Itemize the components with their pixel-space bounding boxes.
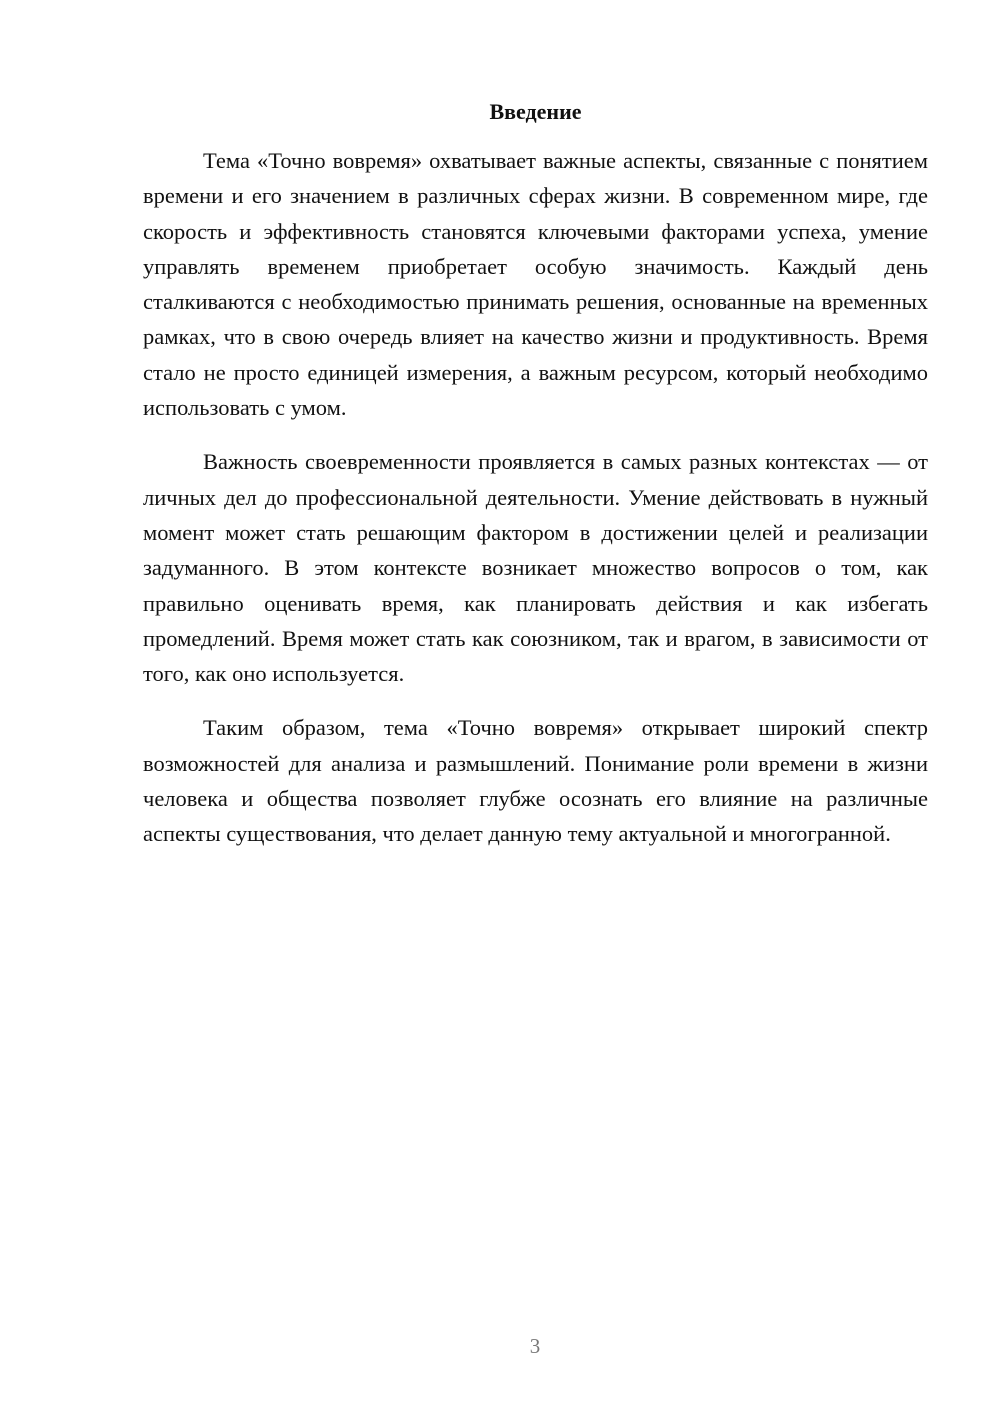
body-text xyxy=(143,143,928,871)
paragraph-3: Таким образом, тема «Точно вовремя» открывает широкий спектр возможностей для анализа и размышлений. Понимание роли времени в жизни человека и общества позволяет глубже осознать его влияние на различные аспекты существования, что делает данную тему актуальной и многогранной. xyxy=(143,715,928,847)
paragraph-1: Тема «Точно вовремя» охватывает важные аспекты, связанные с понятием времени и его значением в различных сферах жизни. В современном мире, где скорость и эффективность становятся ключевыми факторами успеха, умение управлять временем приобретает особую значимость. Каждый день сталкиваются с необходимостью принимать решения, основанные на временных рамках, что в свою очередь влияет на качество жизни и продуктивность. Время стало не просто единицей измерения, а важным ресурсом, который необходимо использовать с умом. xyxy=(143,148,928,421)
paragraph-2: Важность своевременности проявляется в самых разных контекстах — от личных дел до профессиональной деятельности. Умение действовать в нужный момент может стать решающим фактором в достижении целей и реализации задуманного. В этом контексте возникает множество вопросов о том, как правильно оценивать время, как планировать действия и как избегать промедлений. Время может стать как союзником, так и врагом, в зависимости от того, как оно используется. xyxy=(143,449,928,687)
page-number: 3 xyxy=(529,1334,541,1358)
section-heading: Введение xyxy=(489,99,582,124)
